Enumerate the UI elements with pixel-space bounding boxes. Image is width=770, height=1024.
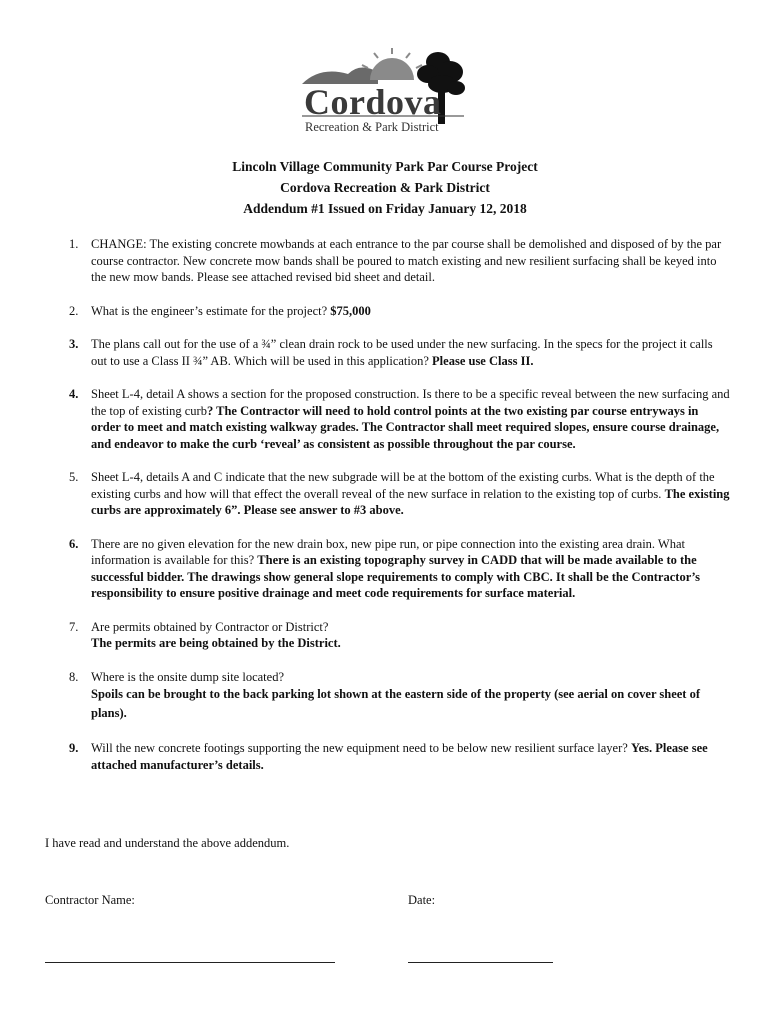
date-label: Date: <box>408 893 436 907</box>
item-question: Sheet L-4, details A and C indicate that the new subgrade will be at the bottom of the existing curbs. What is the depth of the existing curbs and how will that effect the overall reveal of the new surface in relation to the existing top of curbs. <box>91 470 715 501</box>
logo-subtitle: Recreation & Park District <box>305 120 439 134</box>
item-question: Sheet L-4, detail A shows a section for the proposed construction. Is there to be a specific reveal between the new surfacing and the top of existing curb <box>91 387 730 418</box>
item-number: 4. <box>69 387 79 401</box>
item-question: The plans call out for the use of a ¾” clean drain rock to be used under the new surfacing. In the specs for the project it calls out to use a Class II ¾” AB. Which will be used in this application? <box>91 337 713 368</box>
date-signature-line[interactable] <box>408 962 553 963</box>
item-number: 6. <box>69 536 79 551</box>
item-answer: $75,000 <box>330 303 371 318</box>
acknowledgement-text: I have read and understand the above addendum. <box>45 836 290 850</box>
list-item <box>40 740 730 773</box>
item-question: What is the engineer’s estimate for the project? <box>91 303 331 318</box>
document-title <box>0 156 770 219</box>
list-item <box>40 536 730 602</box>
title-line-1: Lincoln Village Community Park Par Course Project <box>232 159 538 174</box>
contractor-name-label: Contractor Name: <box>45 893 135 907</box>
item-question: Are permits obtained by Contractor or District? <box>91 619 329 634</box>
list-item <box>40 619 730 652</box>
item-answer: ? The Contractor will need to hold control points at the two existing par course entryways in order to meet and match existing walkway grades. The Contractor shall meet required slopes, ensure course drainage, and endeavor to make the curb ‘reveal’ as consistent as possible throughout the par course. <box>91 403 720 451</box>
item-answer: Spoils can be brought to the back parking lot shown at the eastern side of the property (see aerial on cover sheet of plans). <box>91 687 701 720</box>
list-item <box>40 336 730 369</box>
contractor-signature-line[interactable] <box>45 962 335 963</box>
item-number: 3. <box>69 337 79 351</box>
list-item <box>40 236 730 286</box>
list-item <box>40 386 730 452</box>
item-answer: There is an existing topography survey in CADD that will be made available to the successful bidder. The drawings show general slope requirements to comply with CBC. It shall be the Contractor’s responsibility to ensure positive drainage and meet code requirements for surface material. <box>91 553 701 600</box>
item-number: 1. <box>69 237 79 251</box>
item-number: 7. <box>69 619 79 634</box>
list-item <box>40 669 730 724</box>
item-number: 8. <box>69 669 79 684</box>
list-item <box>40 303 730 320</box>
addendum-items <box>40 236 730 790</box>
cordova-logo <box>300 44 470 136</box>
item-number: 2. <box>69 303 79 318</box>
title-line-2: Cordova Recreation & Park District <box>280 180 490 195</box>
logo-wordmark: Cordova <box>304 82 442 122</box>
title-line-3: Addendum #1 Issued on Friday January 12, 2018 <box>243 201 527 216</box>
item-number: 5. <box>69 470 79 484</box>
item-number: 9. <box>69 741 79 755</box>
list-item <box>40 469 730 519</box>
item-question: Where is the onsite dump site located? <box>91 669 284 684</box>
item-answer: Yes. Please see attached manufacturer’s details. <box>91 741 708 772</box>
item-answer: The permits are being obtained by the District. <box>91 636 341 650</box>
item-question: CHANGE: The existing concrete mowbands at each entrance to the par course shall be demolished and disposed of by the par course contractor. New concrete mow bands shall be poured to match existing and new resilient surfacing shall be keyed into the new mow bands. Please see attached revised bid sheet and detail. <box>91 237 722 284</box>
item-question: Will the new concrete footings supporting the new equipment need to be below new resilient surface layer? <box>91 741 631 755</box>
item-question: There are no given elevation for the new drain box, new pipe run, or pipe connection into the existing area drain. What information is available for this? <box>91 536 686 567</box>
item-answer: The existing curbs are approximately 6”. Please see answer to #3 above. <box>91 486 730 517</box>
item-answer: Please use Class II. <box>432 353 534 368</box>
